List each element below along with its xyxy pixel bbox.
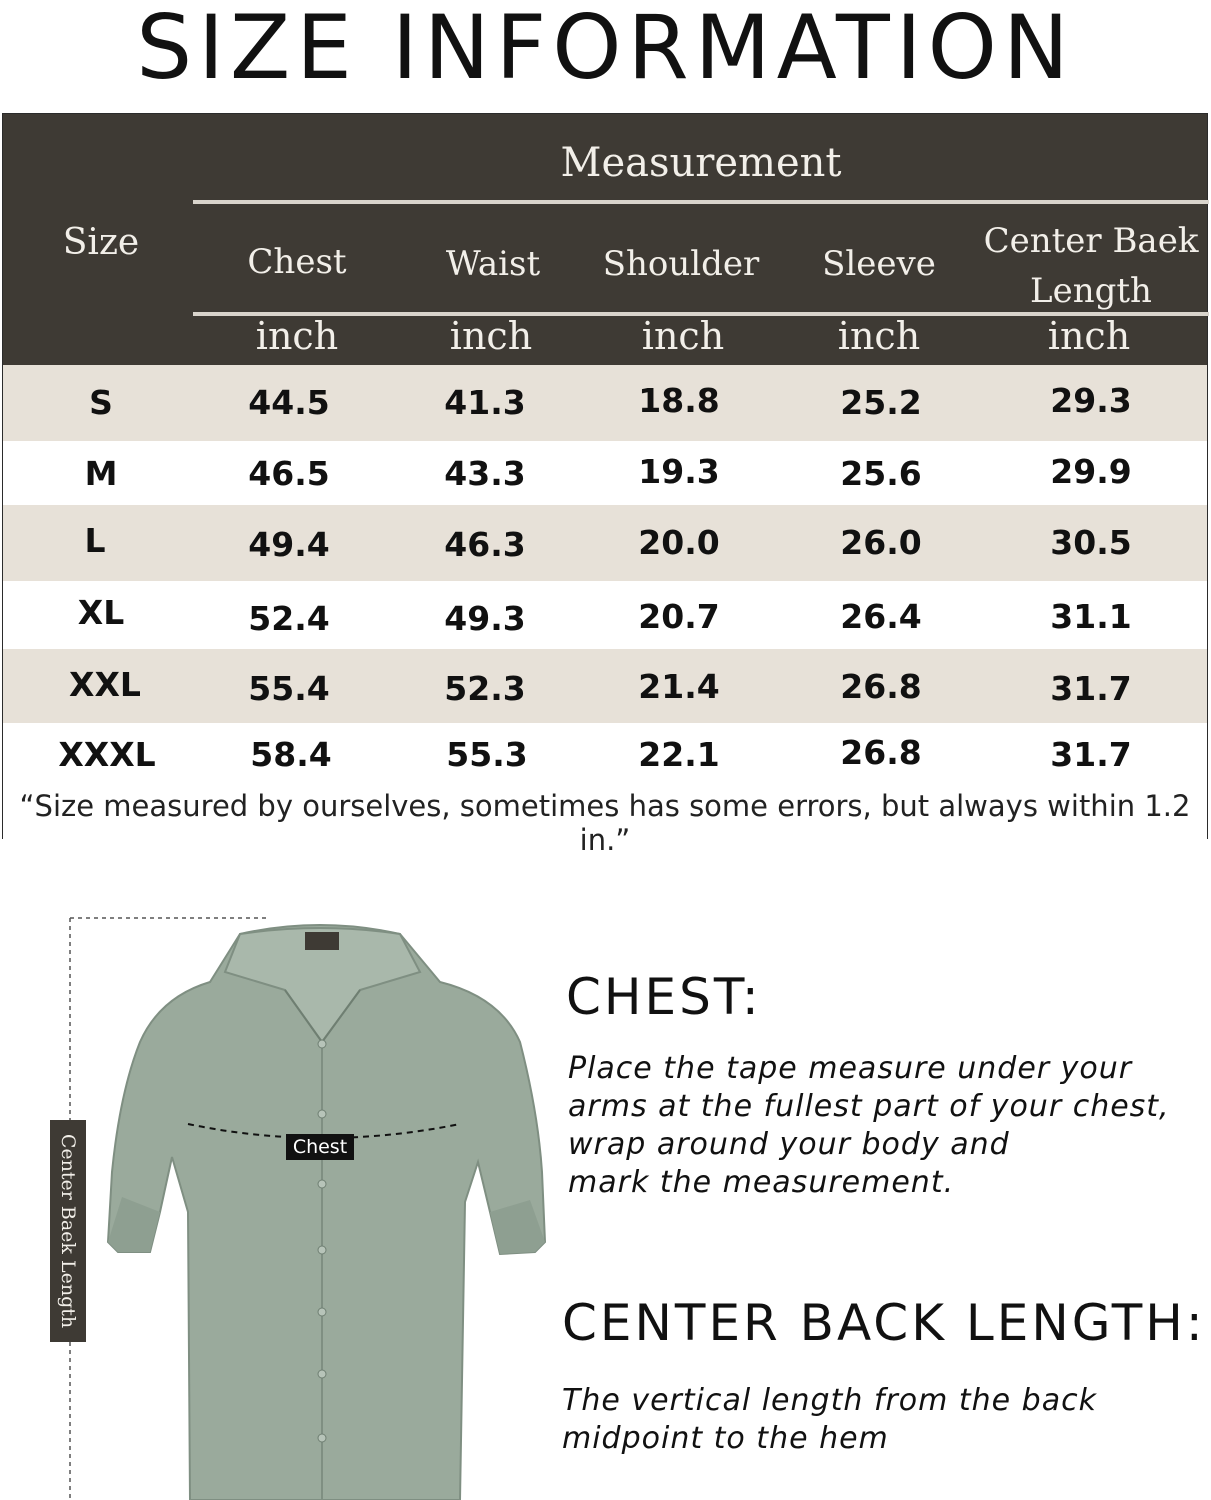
waist-cell: 43.3: [444, 454, 526, 493]
table-row: [3, 649, 1207, 723]
center-back-cell: 30.5: [1050, 523, 1132, 562]
size-cell: L: [84, 521, 106, 560]
chest-cell: 58.4: [250, 735, 332, 774]
shirt-tag: [305, 932, 339, 950]
shoulder-cell: 20.7: [638, 597, 720, 636]
chest-line: arms at the fullest part of your chest,: [568, 1089, 1170, 1124]
unit-sleeve: inch: [837, 314, 921, 358]
size-cell: XXL: [69, 665, 141, 704]
chest-line: mark the measurement.: [568, 1165, 955, 1200]
center-back-cell: 31.7: [1050, 669, 1132, 708]
size-header: Size: [62, 222, 140, 263]
sleeve-cell: 26.0: [840, 523, 922, 562]
col-header-center-back: [981, 216, 1201, 316]
size-cell: M: [84, 454, 118, 493]
unit-center-back: inch: [1047, 314, 1131, 358]
waist-cell: 55.3: [446, 735, 528, 774]
center-back-title: CENTER BACK LENGTH:: [562, 1294, 1206, 1352]
shirt-diagram: [60, 912, 560, 1500]
chest-line: Place the tape measure under your: [568, 1051, 1133, 1086]
chest-cell: 44.5: [248, 383, 330, 422]
waist-cell: 41.3: [444, 383, 526, 422]
col-header-waist: [395, 244, 591, 284]
chest-cell: 52.4: [248, 599, 330, 638]
shoulder-cell: 18.8: [638, 381, 720, 420]
unit-shoulder: inch: [641, 314, 725, 358]
sleeve-cell: 25.2: [840, 383, 922, 422]
table-row: [3, 505, 1207, 581]
col-label-center-back-line1: Center Baek: [983, 221, 1199, 261]
table-header: [3, 114, 1207, 365]
table-row: [3, 723, 1207, 857]
chest-cell: 46.5: [248, 454, 330, 493]
unit-chest: inch: [255, 314, 339, 358]
col-header-sleeve: [781, 244, 977, 284]
col-label-center-back-line2: Length: [1030, 271, 1152, 311]
size-note: “Size measured by ourselves, sometimes has some errors, but always within 1.2 in.”: [19, 789, 1191, 857]
center-back-length-text: Center Baek Length: [57, 1133, 79, 1329]
center-back-line: The vertical length from the back: [562, 1383, 1097, 1418]
chest-cell: 55.4: [248, 669, 330, 708]
center-back-cell: 31.7: [1050, 735, 1132, 774]
center-back-line: midpoint to the hem: [562, 1421, 889, 1456]
unit-waist: inch: [449, 314, 533, 358]
sleeve-cell: 26.8: [840, 733, 922, 772]
chest-description: [568, 1050, 1170, 1202]
size-cell: XL: [77, 593, 125, 632]
chest-cell: 49.4: [248, 525, 330, 564]
header-divider-top: [193, 200, 1209, 204]
sleeve-cell: 26.8: [840, 667, 922, 706]
table-row: [3, 581, 1207, 649]
size-table: [2, 113, 1208, 857]
center-back-cell: 29.3: [1050, 381, 1132, 420]
center-back-description: [562, 1382, 1097, 1458]
shoulder-cell: 19.3: [638, 452, 720, 491]
shoulder-cell: 21.4: [638, 667, 720, 706]
center-back-cell: 29.9: [1050, 452, 1132, 491]
sleeve-cell: 25.6: [840, 454, 922, 493]
center-back-length-label: [50, 1120, 86, 1342]
waist-cell: 49.3: [444, 599, 526, 638]
col-label-shoulder: Shoulder: [602, 244, 760, 284]
col-label-sleeve: Sleeve: [822, 244, 936, 284]
table-row: [3, 365, 1207, 441]
chest-label: Chest: [286, 1134, 354, 1160]
sleeve-cell: 26.4: [840, 597, 922, 636]
col-label-chest: Chest: [247, 242, 347, 282]
col-label-waist: Waist: [445, 244, 541, 284]
center-back-cell: 31.1: [1050, 597, 1132, 636]
measurement-header: Measurement: [560, 140, 842, 186]
chest-title: CHEST:: [566, 968, 762, 1026]
table-row: [3, 441, 1207, 505]
size-cell: XXXL: [58, 735, 156, 774]
shoulder-cell: 20.0: [638, 523, 720, 562]
page-title: SIZE INFORMATION: [136, 0, 1075, 99]
waist-cell: 52.3: [444, 669, 526, 708]
chest-line: wrap around your body and: [568, 1127, 1010, 1162]
size-cell: S: [89, 383, 113, 422]
waist-cell: 46.3: [444, 525, 526, 564]
shoulder-cell: 22.1: [638, 735, 720, 774]
col-header-shoulder: [583, 244, 779, 284]
col-header-chest: [199, 242, 395, 282]
